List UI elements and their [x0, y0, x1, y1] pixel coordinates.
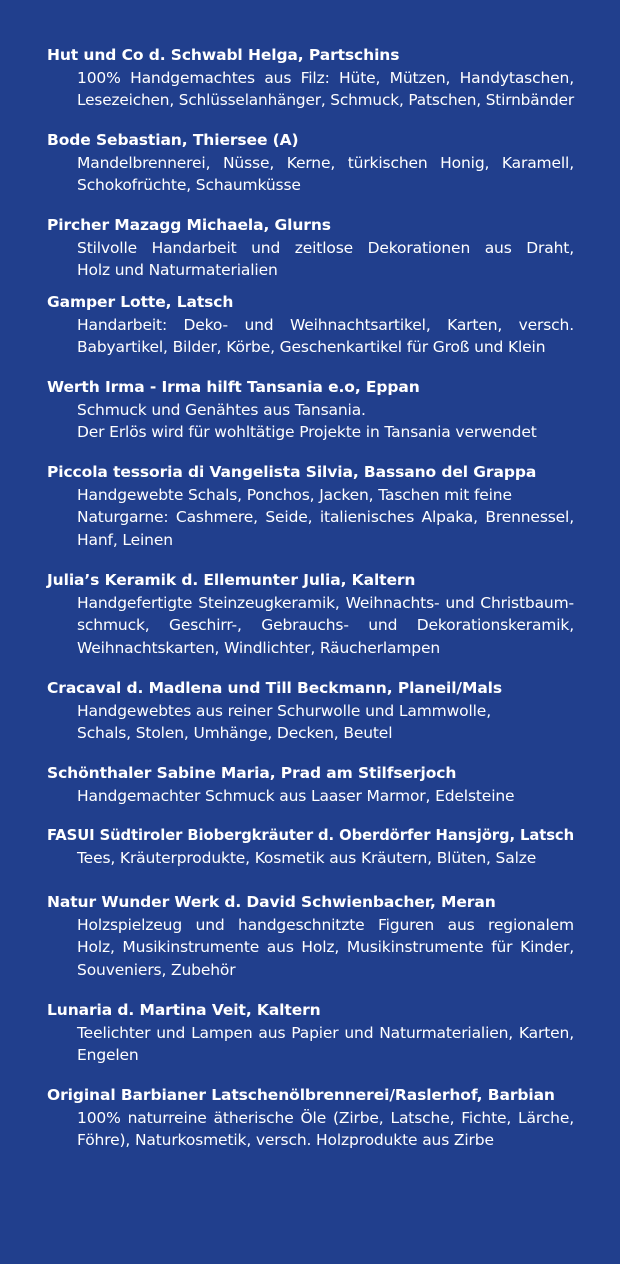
vendor-entry — [47, 824, 574, 869]
description-line: Naturgarne: Cashmere, Seide, italienisches Alpaka, Brennessel, — [77, 508, 574, 526]
description-line: Holz, Musikinstrumente aus Holz, Musikinstrumente für Kinder, — [77, 938, 574, 956]
vendor-name: Piccola tessoria di Vangelista Silvia, Bassano del Grappa — [47, 463, 537, 481]
description-line: Handgewebte Schals, Ponchos, Jacken, Taschen mit feine — [77, 485, 512, 504]
vendor-entry — [47, 461, 574, 551]
vendor-entry — [47, 1084, 574, 1152]
description-line: Handgewebtes aus reiner Schurwolle und Lammwolle, — [77, 701, 491, 720]
description-line: Hanf, Leinen — [77, 530, 173, 549]
vendor-entry — [47, 569, 574, 659]
vendor-description — [77, 785, 574, 808]
description-line: Schals, Stolen, Umhänge, Decken, Beutel — [77, 724, 393, 742]
description-line: Mandelbrennerei, Nüsse, Kerne, türkischen Honig, Karamell, — [77, 153, 574, 172]
vendor-entry — [47, 376, 574, 444]
vendor-description — [77, 399, 574, 444]
description-line: Der Erlös wird für wohltätige Projekte in Tansania verwendet — [77, 423, 537, 441]
description-line: Babyartikel, Bilder, Körbe, Geschenkartikel für Groß und Klein — [77, 338, 546, 356]
description-line: Stilvolle Handarbeit und zeitlose Dekorationen aus Draht, — [77, 238, 574, 257]
vendor-description — [77, 592, 574, 660]
description-line: 100% naturreine ätherische Öle (Zirbe, Latsche, Fichte, Lärche, — [77, 1108, 574, 1127]
vendor-name: Schönthaler Sabine Maria, Prad am Stilfserjoch — [47, 764, 457, 782]
vendor-description — [77, 700, 574, 745]
description-line: Engelen — [77, 1046, 139, 1064]
vendor-entry — [47, 291, 574, 359]
description-line: Weihnachtskarten, Windlichter, Räucherlampen — [77, 638, 441, 657]
vendor-entry — [47, 891, 574, 981]
vendor-entry — [47, 677, 574, 745]
vendor-name: Cracaval d. Madlena und Till Beckmann, Planeil/Mals — [47, 679, 503, 697]
description-line: Teelichter und Lampen aus Papier und Naturmaterialien, Karten, — [77, 1023, 574, 1042]
vendor-description — [77, 484, 574, 552]
vendor-name: Hut und Co d. Schwabl Helga, Partschins — [47, 46, 400, 64]
vendor-entry — [47, 762, 574, 807]
description-line: Holz und Naturmaterialien — [77, 261, 278, 279]
vendor-description — [77, 314, 574, 359]
description-line: Handgemachter Schmuck aus Laaser Marmor, Edelsteine — [77, 786, 515, 805]
description-line: Handarbeit: Deko- und Weihnachtsartikel, Karten, versch. — [77, 315, 574, 334]
vendor-description — [77, 237, 574, 282]
vendor-entry — [47, 129, 574, 197]
description-line: schmuck, Geschirr-, Gebrauchs- und Dekorationskeramik, — [77, 616, 574, 634]
vendor-name: Original Barbianer Latschenölbrennerei/Raslerhof, Barbian — [47, 1086, 555, 1104]
vendor-name: Bode Sebastian, Thiersee (A) — [47, 131, 299, 149]
vendor-entry — [47, 214, 574, 282]
vendor-entry — [47, 44, 574, 112]
vendor-name: Pircher Mazagg Michaela, Glurns — [47, 216, 331, 234]
vendor-description — [77, 67, 574, 112]
vendor-description — [77, 1022, 574, 1067]
description-line: Tees, Kräuterprodukte, Kosmetik aus Kräutern, Blüten, Salze — [77, 848, 537, 867]
vendor-name: Lunaria d. Martina Veit, Kaltern — [47, 1001, 321, 1019]
vendor-description — [77, 847, 574, 870]
vendor-name: FASUI Südtiroler Biobergkräuter d. Oberdörfer Hansjörg, Latsch — [47, 826, 574, 844]
description-line: Holzspielzeug und handgeschnitzte Figuren aus regionalem — [77, 915, 574, 934]
vendor-entry — [47, 999, 574, 1067]
description-line: Souveniers, Zubehör — [77, 960, 236, 979]
vendor-name: Werth Irma - Irma hilft Tansania e.o, Eppan — [47, 378, 420, 396]
description-line: Föhre), Naturkosmetik, versch. Holzprodukte aus Zirbe — [77, 1131, 494, 1149]
vendor-description — [77, 1107, 574, 1152]
description-line: Handgefertigte Steinzeugkeramik, Weihnachts- und Christbaum- — [77, 593, 574, 612]
description-line: Schmuck und Genähtes aus Tansania. — [77, 400, 366, 419]
vendor-name: Julia’s Keramik d. Ellemunter Julia, Kaltern — [47, 571, 416, 589]
description-line: Lesezeichen, Schlüsselanhänger, Schmuck, Patschen, Stirnbänder — [77, 91, 574, 109]
vendor-description — [77, 914, 574, 982]
vendor-name: Natur Wunder Werk d. David Schwienbacher, Meran — [47, 893, 496, 911]
vendor-description — [77, 152, 574, 197]
description-line: Schokofrüchte, Schaumküsse — [77, 176, 301, 194]
description-line: 100% Handgemachtes aus Filz: Hüte, Mützen, Handytaschen, — [77, 68, 574, 87]
vendor-name: Gamper Lotte, Latsch — [47, 293, 234, 311]
